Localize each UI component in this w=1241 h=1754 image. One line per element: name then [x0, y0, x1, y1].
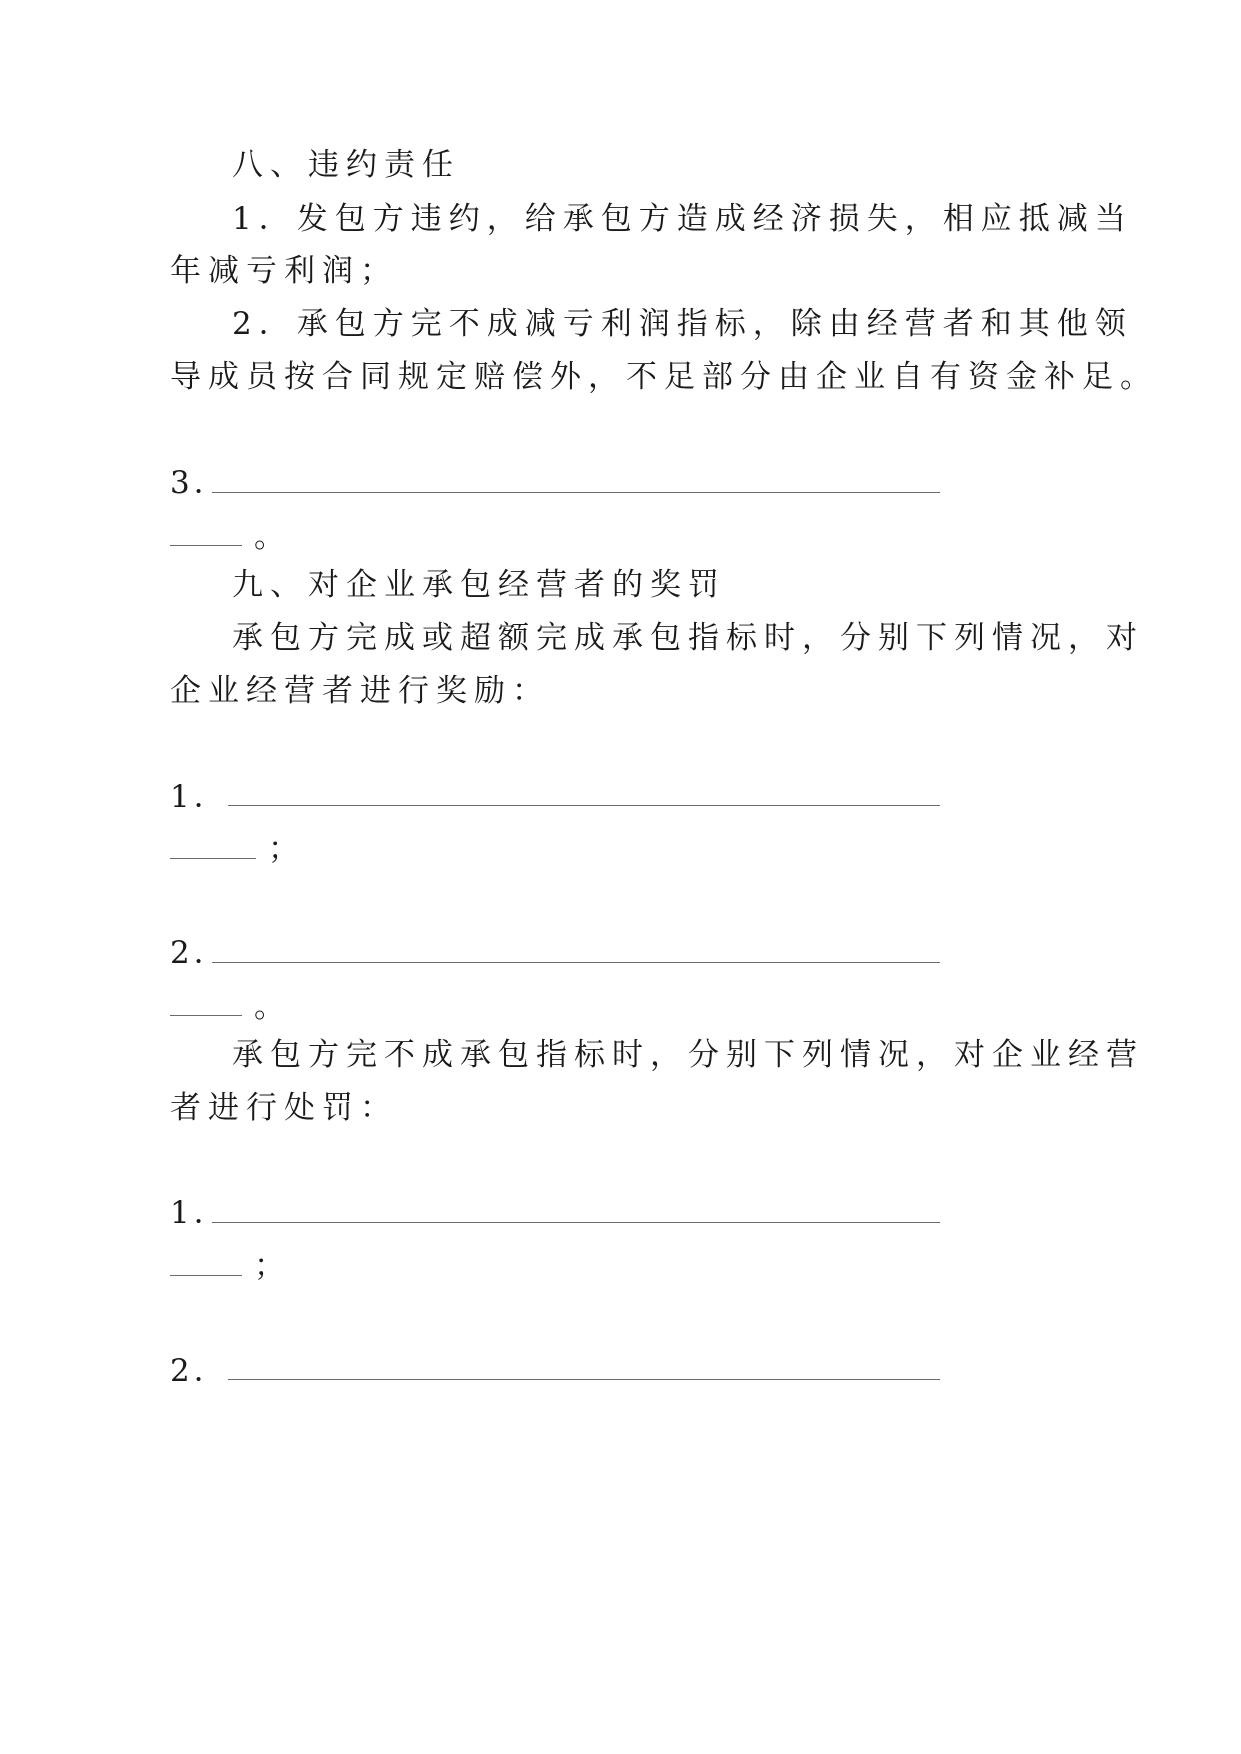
penalty-item-2-blank-line-1[interactable]	[228, 1379, 940, 1380]
penalty-item-1-tail: ；	[254, 1248, 285, 1284]
item-8-3-blank-line-2[interactable]	[170, 545, 242, 546]
reward-item-1-blank-line-2[interactable]	[170, 858, 256, 859]
penalty-item-1-blank-line-1[interactable]	[212, 1222, 940, 1223]
reward-intro-line-2: 企业经营者进行奖励：	[170, 673, 550, 709]
reward-item-1-number: 1．	[170, 779, 229, 815]
reward-item-1-tail: ；	[268, 831, 299, 867]
item-8-3-number: 3．	[170, 465, 229, 501]
reward-item-2-blank-line-2[interactable]	[170, 1015, 242, 1016]
reward-item-1-blank-line-1[interactable]	[228, 805, 940, 806]
item-8-3-tail: 。	[254, 519, 285, 555]
item-8-3-blank-line-1[interactable]	[212, 492, 940, 493]
penalty-intro-line-2: 者进行处罚：	[170, 1090, 398, 1126]
penalty-intro-line-1: 承包方完不成承包指标时，分别下列情况，对企业经营	[232, 1037, 1144, 1073]
reward-item-2-tail: 。	[254, 989, 285, 1025]
section-heading-8: 八、违约责任	[232, 147, 460, 183]
penalty-item-1-number: 1．	[170, 1195, 229, 1231]
paragraph-8-2-line-1: 2．承包方完不成减亏利润指标，除由经营者和其他领	[232, 306, 1133, 342]
reward-item-2-number: 2．	[170, 935, 229, 971]
paragraph-8-1-line-1: 1．发包方违约，给承包方造成经济损失，相应抵减当	[232, 201, 1133, 237]
penalty-item-2-number: 2．	[170, 1353, 229, 1389]
paragraph-8-2-line-2: 导成员按合同规定赔偿外，不足部分由企业自有资金补足。	[170, 359, 1158, 395]
paragraph-8-1-line-2: 年减亏利润；	[170, 253, 398, 289]
reward-item-2-blank-line-1[interactable]	[212, 962, 940, 963]
reward-intro-line-1: 承包方完成或超额完成承包指标时，分别下列情况，对	[232, 620, 1144, 656]
section-heading-9: 九、对企业承包经营者的奖罚	[232, 567, 726, 603]
penalty-item-1-blank-line-2[interactable]	[170, 1275, 242, 1276]
